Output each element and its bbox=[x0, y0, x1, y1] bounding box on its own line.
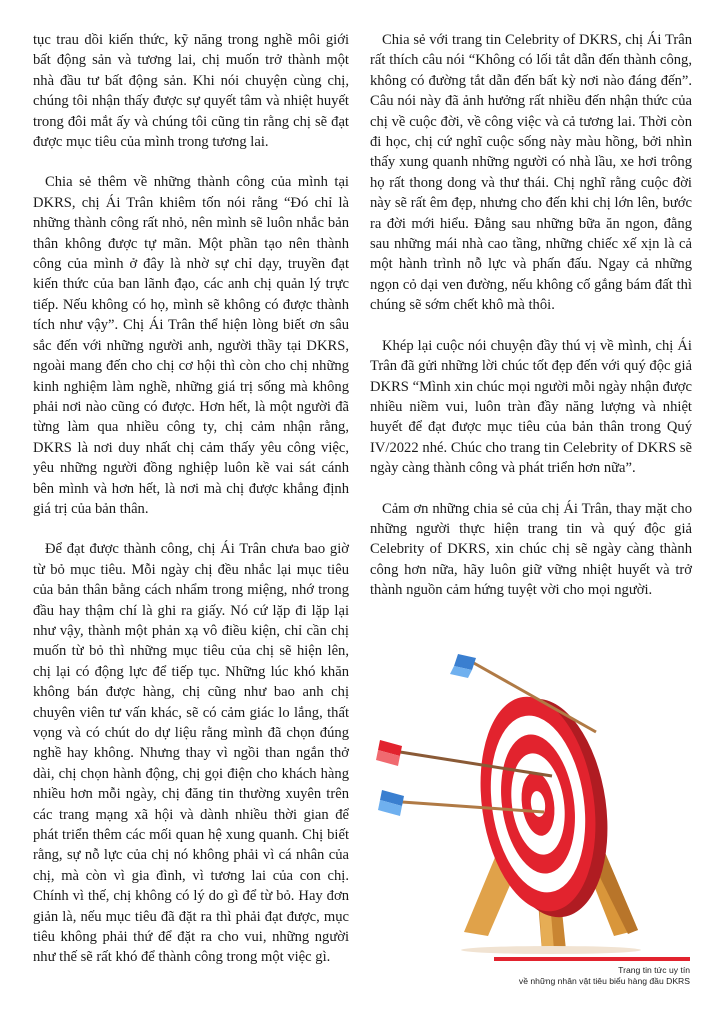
paragraph: Khép lại cuộc nói chuyện đầy thú vị về mình, chị Ái Trân đã gửi những lời chúc tốt đẹp đến với quý độc giả DKRS “Mình xin chúc mọi người mỗi ngày nhận được nhiều niềm vui, luôn tràn đầy năng lượng và nhiệt huyết để đạt được mục tiêu của bản thân trong Quý IV/2022 nhé. Chúc cho trang tin Celebrity of DKRS sẽ ngày càng thành công và phát triển hơn nữa”. bbox=[370, 337, 692, 477]
paragraph: Cảm ơn những chia sẻ của chị Ái Trân, thay mặt cho những người thực hiện trang tin và quý độc giả Celebrity of DKRS, xin chúc chị sẽ ngày càng thành công hơn nữa, hãy luôn giữ vững nhiệt huyết và trở thành nguồn cảm hứng tuyệt vời cho mọi người. bbox=[370, 500, 692, 599]
footer-divider bbox=[494, 957, 690, 961]
paragraph: tục trau dồi kiến thức, kỹ năng trong nghề môi giới bất động sản và tương lai, chị muốn trở thành một nhà đầu tư bất động sản. Khi nói chuyện cùng chị, chúng tôi nhận thấy được sự quyết tâm và nhiệt huyết trong đôi mắt ấy và chúng tôi cũng tin rằng chị sẽ đạt được mục tiêu của mình trong tương lai. bbox=[33, 32, 349, 151]
footer-line-2: về những nhân vật tiêu biểu hàng đầu DKRS bbox=[518, 976, 690, 986]
footer-caption bbox=[440, 965, 690, 987]
paragraph: Chia sẻ thêm về những thành công của mình tại DKRS, chị Ái Trân khiêm tốn nói rằng “Đó chỉ là những thành công rất nhỏ, nên mình sẽ luôn nhắc bản thân không được tự mãn. Một phần tạo nên thành công của mình ở đây là nhờ sự chỉ dạy, truyền đạt kiến thức của ban lãnh đạo, các anh chị quản lý trực tiếp. Nếu không có họ, mình sẽ không có được thành tích như vậy”. Chị Ái Trân thể hiện lòng biết ơn sâu sắc đến với những người anh, người thầy tại DKRS, ngoài mang đến cho chị cơ hội thì còn cho chị những kinh nghiệm làm nghề, những giá trị sống mà không phải nơi nào cũng có được. Hơn hết, là một người đã từng làm qua nhiều công ty, chị cảm nhận rằng, DKRS là nơi duy nhất chị cảm thấy yêu công việc, yêu những người đồng nghiệp luôn kề vai sát cánh bên mình và hơn hết, là nơi mà chị được khẳng định giá trị của bản thân. bbox=[33, 174, 349, 517]
left-column bbox=[33, 30, 349, 988]
paragraph: Chia sẻ với trang tin Celebrity of DKRS, chị Ái Trân rất thích câu nói “Không có lối tắt dẫn đến thành công, không có đường tắt dẫn đến bất kỳ nơi nào đáng đến”. Câu nói này đã ảnh hưởng rất nhiều đến nhận thức của chị về cuộc đời, về công việc và cả tương lai. Thời còn đi học, chị cứ nghĩ cuộc sống này màu hồng, bởi nhìn thấy xung quanh những người có nhà lầu, xe hơi trông họ rất thong dong và thư thái. Chị nghĩ rằng cuộc đời này sẽ rất êm đẹp, nhưng cho đến khi chị lớn lên, bước ra đời mới hiểu. Đằng sau những bữa ăn ngon, đằng sau những mái nhà cao tầng, những chiếc xế xịn là cả một hành trình nỗ lực và phấn đấu. Ngay cả những ngọn cỏ dại ven đường, nếu không cố gắng bám đất thì chúng sẽ sớm chết khô mà thôi. bbox=[370, 32, 692, 314]
right-column bbox=[370, 30, 692, 621]
target-with-arrows-icon bbox=[376, 640, 676, 955]
footer-line-1: Trang tin tức uy tín bbox=[618, 965, 690, 975]
paragraph: Để đạt được thành công, chị Ái Trân chưa bao giờ từ bỏ mục tiêu. Mỗi ngày chị đều nhắc lại mục tiêu của bản thân bằng cách nhẩm trong miệng, nhớ trong đầu hay thậm chí là ghi ra giấy. Nó cứ lặp đi lặp lại như vậy, thành một phản xạ vô điều kiện, chỉ cần chị muốn từ bỏ thì những mục tiêu của chị sẽ hiện lên, chị lại có động lực để tiếp tục. Những lúc khó khăn không bán được hàng, chị cũng như bao anh chị chuyên viên tư vấn khác, sẽ có cảm giác lo lắng, thất vọng và có chút do dự liệu rằng mình đã chọn đúng nghề hay không. Nhưng thay vì ngồi than ngắn thở dài, chị chọn hành động, chị gọi điện cho khách hàng nhiều hơn mỗi ngày, chị đăng tin thường xuyên trên các trang mạng xã hội và dành nhiều thời gian để phát triển thêm các mối quan hệ xung quanh. Chị biết rằng, sự nỗ lực của chị nó không phải vì cá nhân của chị, mà còn vì gia đình, vì tương lai của con chị. Chính vì thế, chị không có lý do gì để từ bỏ. Hay đơn giản là, nếu mục tiêu đã đặt ra thì phải đạt được, mục tiêu không phải thứ để đặt ra cho vui, những người như thế sẽ rất khó để thành công trong một việc gì. bbox=[33, 541, 349, 966]
